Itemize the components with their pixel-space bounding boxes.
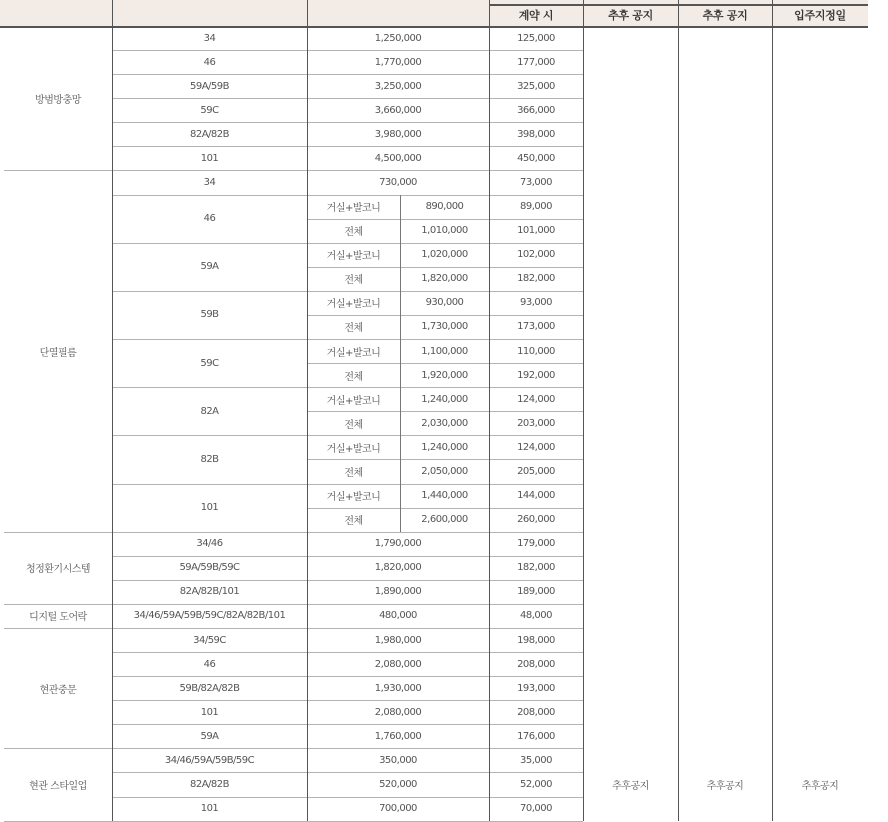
type-cell: 34 [203, 32, 216, 44]
price-cell: 1,890,000 [374, 586, 422, 598]
contract-cell: 208,000 [517, 658, 555, 670]
contract-cell: 110,000 [517, 345, 555, 357]
contract-cell: 182,000 [517, 562, 555, 574]
type-cell: 101 [200, 502, 219, 514]
type-cell: 82A [200, 405, 219, 417]
contract-cell: 173,000 [517, 321, 555, 333]
option-name-cell: 방범방충망 [35, 94, 81, 106]
price-cell: 1,100,000 [421, 345, 468, 357]
row-divider [4, 821, 583, 822]
contract-cell: 198,000 [517, 634, 555, 646]
type-cell: 82B [200, 453, 219, 465]
contract-cell: 70,000 [520, 803, 552, 815]
option-name-cell: 현관중문 [39, 684, 77, 696]
scope-cell: 거실+발코니 [326, 395, 381, 407]
type-cell: 101 [200, 706, 219, 718]
column-divider [400, 243, 401, 291]
contract-cell: 35,000 [520, 754, 552, 766]
price-cell: 1,730,000 [421, 321, 468, 333]
scope-cell: 거실+발코니 [326, 443, 381, 455]
type-cell: 59A [200, 730, 219, 742]
price-cell: 1,980,000 [374, 634, 422, 646]
notice-col-c: 추후공지 [801, 781, 839, 792]
type-cell: 59A/59B/59C [179, 562, 240, 574]
option-name-cell: 단열필름 [39, 347, 77, 359]
type-cell: 34/46/59A/59B/59C [164, 754, 255, 766]
type-cell: 46 [203, 56, 216, 68]
column-divider [400, 484, 401, 532]
column-divider [400, 291, 401, 339]
scope-cell: 전체 [344, 371, 363, 383]
contract-cell: 203,000 [517, 417, 555, 429]
type-cell: 59C [200, 104, 219, 116]
contract-cell: 179,000 [517, 538, 555, 550]
price-cell: 4,500,000 [374, 152, 422, 164]
price-cell: 890,000 [425, 201, 464, 213]
scope-cell: 전체 [344, 467, 363, 479]
price-cell: 1,440,000 [421, 490, 468, 502]
contract-cell: 192,000 [517, 369, 555, 381]
price-cell: 2,030,000 [421, 417, 468, 429]
type-cell: 59B [200, 309, 219, 321]
contract-cell: 398,000 [517, 128, 555, 140]
price-cell: 480,000 [379, 610, 417, 622]
price-cell: 1,760,000 [374, 730, 422, 742]
contract-cell: 189,000 [517, 586, 555, 598]
contract-cell: 366,000 [517, 104, 555, 116]
column-divider [400, 195, 401, 243]
price-cell: 1,020,000 [421, 249, 468, 261]
scope-cell: 거실+발코니 [326, 347, 381, 359]
contract-cell: 89,000 [520, 201, 552, 213]
price-cell: 1,820,000 [374, 562, 422, 574]
price-cell: 1,790,000 [374, 538, 422, 550]
price-cell: 1,240,000 [421, 441, 468, 453]
option-name-cell: 현관 스타일업 [29, 781, 87, 792]
price-cell: 1,010,000 [421, 225, 468, 237]
contract-cell: 205,000 [517, 465, 555, 477]
price-cell: 700,000 [379, 803, 417, 815]
price-cell: 2,600,000 [421, 514, 468, 526]
header-col-a: 추후 공지 [608, 9, 653, 22]
price-cell: 1,920,000 [421, 369, 468, 381]
column-divider [400, 435, 401, 483]
column-divider [400, 339, 401, 387]
type-cell: 46 [203, 213, 216, 225]
contract-cell: 124,000 [517, 393, 555, 405]
contract-cell: 193,000 [517, 682, 555, 694]
column-divider [112, 0, 113, 821]
contract-cell: 73,000 [520, 177, 552, 188]
scope-cell: 전체 [344, 516, 363, 528]
price-cell: 2,050,000 [421, 465, 468, 477]
contract-cell: 52,000 [520, 779, 552, 790]
type-cell: 82A/82B [189, 779, 230, 790]
type-cell: 34/59C [193, 634, 226, 646]
scope-cell: 거실+발코니 [326, 251, 381, 263]
price-cell: 3,250,000 [374, 80, 422, 92]
type-cell: 82A/82B [189, 128, 230, 140]
price-cell: 930,000 [425, 297, 464, 309]
price-cell: 1,820,000 [421, 273, 468, 285]
price-cell: 520,000 [379, 779, 417, 790]
column-divider [583, 0, 584, 821]
type-cell: 101 [200, 152, 219, 164]
notice-col-a: 추후공지 [612, 781, 649, 792]
type-cell: 34/46 [196, 538, 223, 550]
type-cell: 59A/59B [189, 80, 230, 92]
price-cell: 350,000 [379, 754, 417, 766]
contract-cell: 182,000 [517, 273, 555, 285]
price-cell: 1,240,000 [421, 393, 468, 405]
column-divider [307, 0, 308, 821]
option-name-cell: 디지털 도어락 [29, 612, 87, 624]
price-cell: 3,660,000 [374, 104, 422, 116]
price-cell: 3,980,000 [374, 128, 422, 140]
contract-cell: 177,000 [517, 56, 555, 68]
contract-cell: 208,000 [517, 706, 555, 718]
scope-cell: 거실+발코니 [326, 299, 381, 311]
contract-cell: 260,000 [517, 514, 555, 526]
price-cell: 730,000 [379, 177, 417, 188]
contract-cell: 93,000 [520, 297, 552, 309]
contract-cell: 101,000 [517, 225, 555, 237]
type-cell: 34 [203, 177, 216, 188]
notice-col-b: 추후공지 [706, 781, 744, 792]
type-cell: 59B/82A/82B [179, 682, 240, 694]
scope-cell: 전체 [344, 419, 363, 431]
scope-cell: 전체 [344, 227, 363, 239]
option-name-cell: 청정환기시스템 [25, 564, 91, 576]
scope-cell: 전체 [344, 275, 363, 287]
scope-cell: 거실+발코니 [326, 492, 381, 504]
contract-cell: 124,000 [517, 441, 555, 453]
contract-cell: 102,000 [517, 249, 555, 261]
contract-cell: 176,000 [517, 730, 555, 742]
type-cell: 82A/82B/101 [179, 586, 240, 598]
contract-cell: 325,000 [517, 80, 555, 92]
type-cell: 34/46/59A/59B/59C/82A/82B/101 [133, 610, 286, 622]
contract-cell: 125,000 [517, 32, 555, 44]
column-divider [400, 387, 401, 435]
type-cell: 46 [203, 658, 216, 670]
price-cell: 2,080,000 [374, 706, 422, 718]
header-col-b: 추후 공지 [702, 9, 748, 22]
type-cell: 59C [200, 357, 219, 369]
price-cell: 1,930,000 [374, 682, 422, 694]
scope-cell: 전체 [344, 323, 363, 335]
type-cell: 101 [200, 803, 219, 815]
contract-cell: 450,000 [517, 152, 555, 164]
type-cell: 59A [200, 261, 219, 273]
header-contract: 계약 시 [518, 9, 554, 22]
column-divider [678, 0, 679, 821]
column-divider [489, 0, 490, 821]
header-col-c: 입주지정일 [794, 9, 846, 22]
price-cell: 1,770,000 [374, 56, 422, 68]
column-divider [772, 0, 773, 821]
scope-cell: 거실+발코니 [326, 203, 381, 215]
price-cell: 1,250,000 [374, 32, 422, 44]
contract-cell: 144,000 [517, 490, 555, 502]
contract-cell: 48,000 [520, 610, 552, 622]
price-cell: 2,080,000 [374, 658, 422, 670]
